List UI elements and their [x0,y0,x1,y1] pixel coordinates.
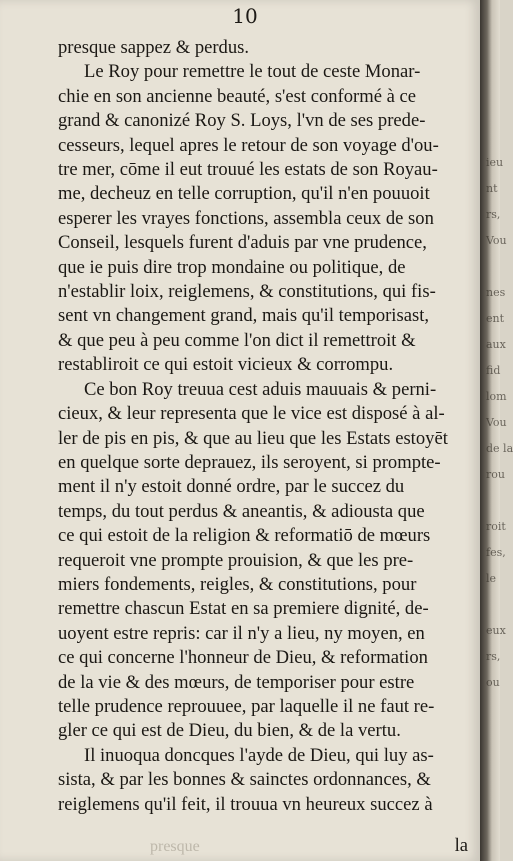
text-line: chie en son ancienne beauté, s'est conformé à ce [58,85,417,107]
text-line: esperer les vrayes fonctions, assembla ceux de son [58,207,434,229]
text-line: sista, & par les bonnes & sainctes ordonnances, & [58,769,431,791]
text-line: n'establir loix, reiglemens, & constitutions, qui fis- [58,281,436,303]
text-line: Ce bon Roy treuua cest aduis mauuais & perni- [84,378,437,400]
text-line: restabliroit ce qui estoit vicieux & corrompu. [58,354,394,376]
text-line: en quelque sorte deprauez, ils seroyent, si prompte- [58,451,441,473]
text-line: requeroit vne prompte prouision, & que les pre- [58,549,414,571]
text-line: temps, du tout perdus & aneantis, & adiousta que [58,500,425,522]
text-line: de la vie & des mœurs, de temporiser pour estre [58,671,415,693]
text-line: Conseil, lesquels furent d'aduis par vne prudence, [58,232,427,254]
text-line: ler de pis en pis, & que au lieu que les Estats estoyēt [58,427,448,449]
bleed-through-text: presque [150,838,200,855]
text-line: Le Roy pour remettre le tout de ceste Monar- [84,61,421,83]
page-number: 10 [232,4,258,28]
text-line: Il inuoqua doncques l'ayde de Dieu, qui luy as- [84,744,434,766]
text-line: ment il n'y estoit donné ordre, par le succez du [58,476,405,498]
text-line: sent vn changement grand, mais qu'il temporisast, [58,305,430,327]
text-line: grand & canonizé Roy S. Loys, l'vn de ses prede- [58,110,426,132]
text-line: remettre chascun Estat en sa premiere dignité, de- [58,598,429,620]
catchword: la [454,835,468,856]
text-line: que ie puis dire trop mondaine ou politique, de [58,256,406,278]
facing-page-fragments: ieu nt rs, Vou nes ent aux fid lom Vou de la rou roit fes, le eux rs, ou [486,156,513,689]
text-line: gler ce qui est de Dieu, du bien, & de la vertu. [58,720,401,742]
text-line: cesseurs, lequel apres le retour de son voyage d'ou- [58,134,439,156]
text-line: miers fondements, reigles, & constitutions, pour [58,573,417,595]
text-line: ce qui concerne l'honneur de Dieu, & reformation [58,647,428,669]
text-line: & que peu à peu comme l'on dict il remettroit & [58,329,416,351]
text-line: cieux, & leur representa que le vice est disposé à al- [58,403,445,425]
text-line: me, decheuz en telle corruption, qu'il n'en pouuoit [58,183,430,205]
body-text [58,36,473,817]
text-line: uoyent estre repris: car il n'y a lieu, ny moyen, en [58,622,425,644]
text-line: telle prudence reprouuee, par laquelle il ne faut re- [58,695,435,717]
text-line: tre mer, cōme il eut trouué les estats de son Royau- [58,159,438,181]
text-line: ce qui estoit de la religion & reformatiō de mœurs [58,525,431,547]
text-line: reiglemens qu'il feit, il trouua vn heureux succez à [58,793,433,815]
text-line: presque sappez & perdus. [58,37,250,58]
